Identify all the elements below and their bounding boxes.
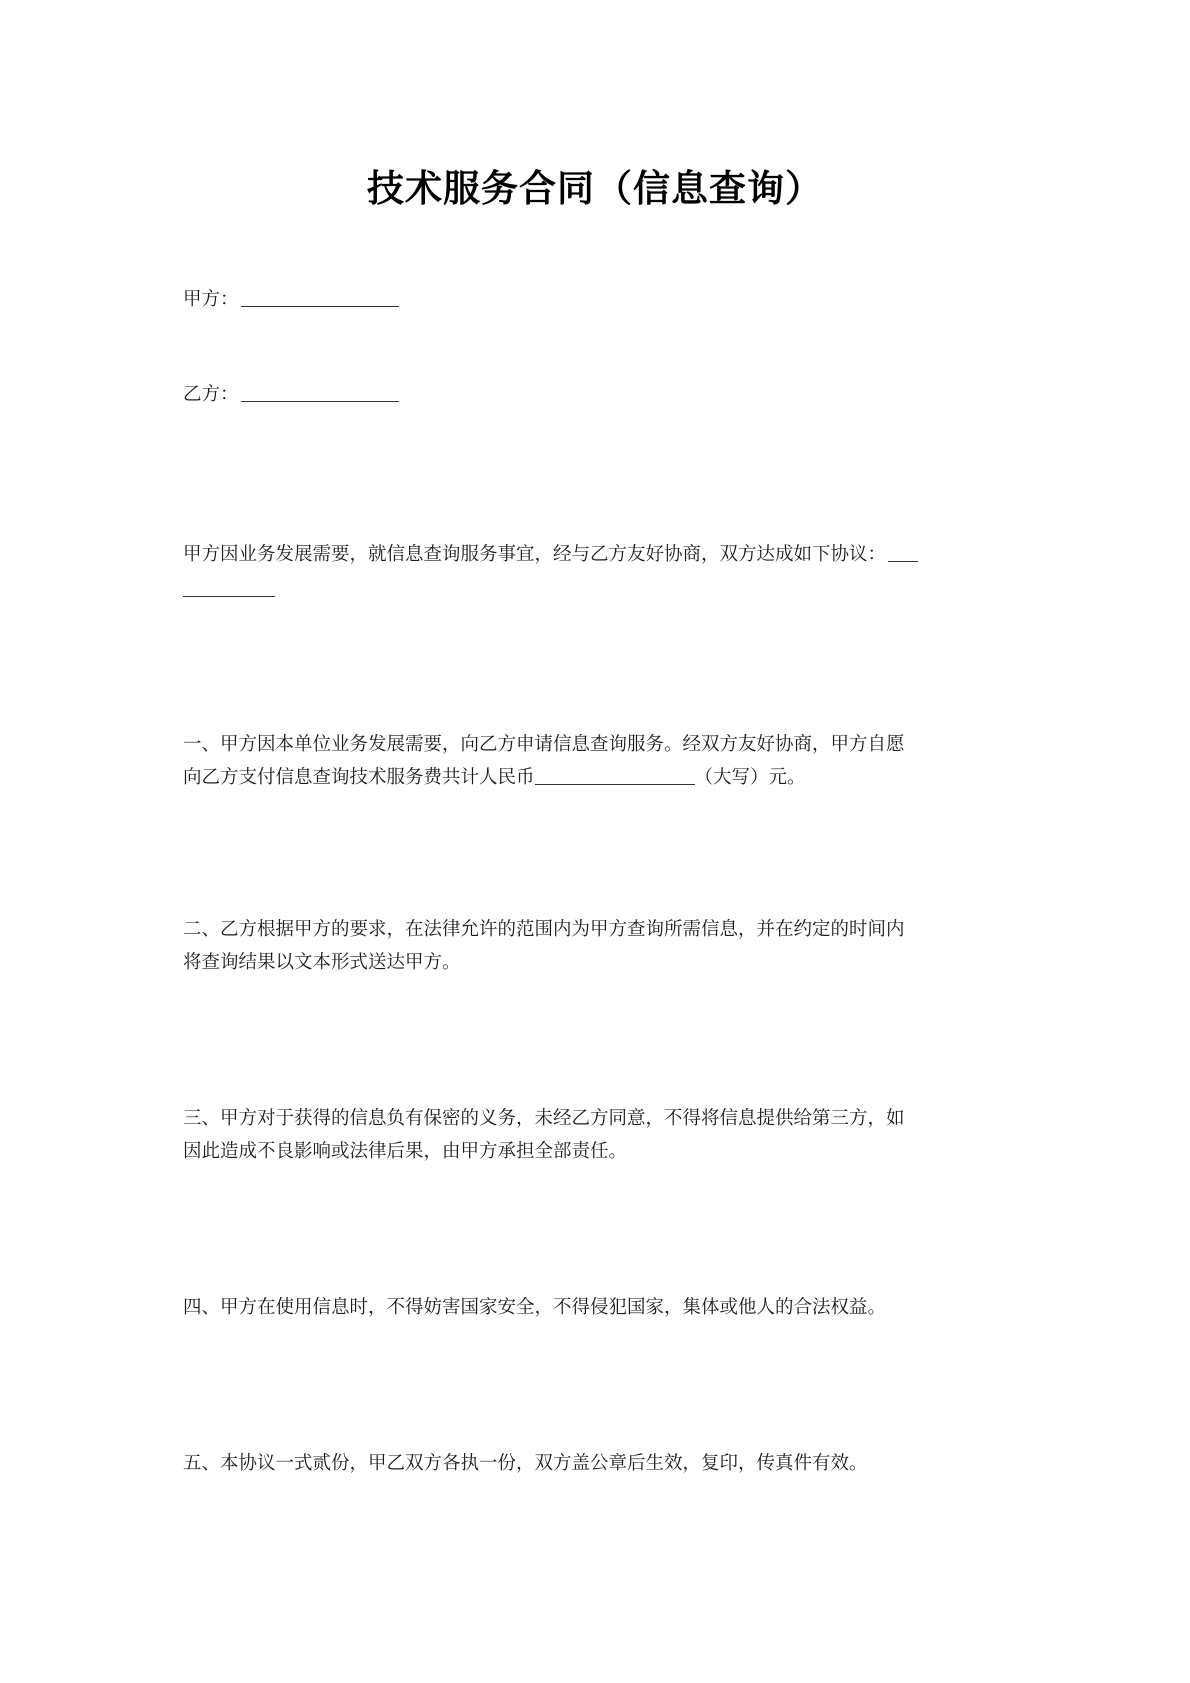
clause-3-line-2: 因此造成不良影响或法律后果，由甲方承担全部责任。: [183, 1141, 628, 1162]
clause-2-line-1: 二、乙方根据甲方的要求，在法律允许的范围内为甲方查询所需信息，并在约定的时间内: [183, 919, 905, 940]
preamble-blank-end[interactable]: [183, 578, 275, 597]
party-a-line: [183, 288, 399, 312]
clause-1-line-2: [183, 766, 806, 790]
document-title: 技术服务合同（信息查询）: [367, 166, 823, 210]
preamble-line-1: [183, 543, 918, 567]
preamble-blank-start[interactable]: [888, 543, 918, 562]
clause-4-line-1: 四、甲方在使用信息时，不得妨害国家安全，不得侵犯国家，集体或他人的合法权益。: [183, 1297, 887, 1318]
clause-3-line-1: 三、甲方对于获得的信息负有保密的义务，未经乙方同意，不得将信息提供给第三方，如: [183, 1108, 905, 1129]
party-b-blank[interactable]: [241, 383, 399, 402]
preamble-line-2: [183, 578, 275, 602]
party-a-label: 甲方：: [183, 289, 239, 310]
clause-1-fee-prefix: 向乙方支付信息查询技术服务费共计人民币: [183, 767, 535, 788]
clause-5-line-1: 五、本协议一式贰份，甲乙双方各执一份，双方盖公章后生效，复印，传真件有效。: [183, 1453, 868, 1474]
party-b-line: [183, 383, 399, 407]
clause-2-line-2: 将查询结果以文本形式送达甲方。: [183, 952, 461, 973]
party-b-label: 乙方：: [183, 384, 239, 405]
clause-1-fee-suffix: （大写）元。: [694, 767, 806, 788]
clause-1-line-1: 一、甲方因本单位业务发展需要，向乙方申请信息查询服务。经双方友好协商，甲方自愿: [183, 734, 905, 755]
fee-amount-blank[interactable]: [535, 766, 695, 785]
preamble-text: 甲方因业务发展需要，就信息查询服务事宜，经与乙方友好协商，双方达成如下协议：: [183, 544, 887, 565]
party-a-blank[interactable]: [241, 288, 399, 307]
